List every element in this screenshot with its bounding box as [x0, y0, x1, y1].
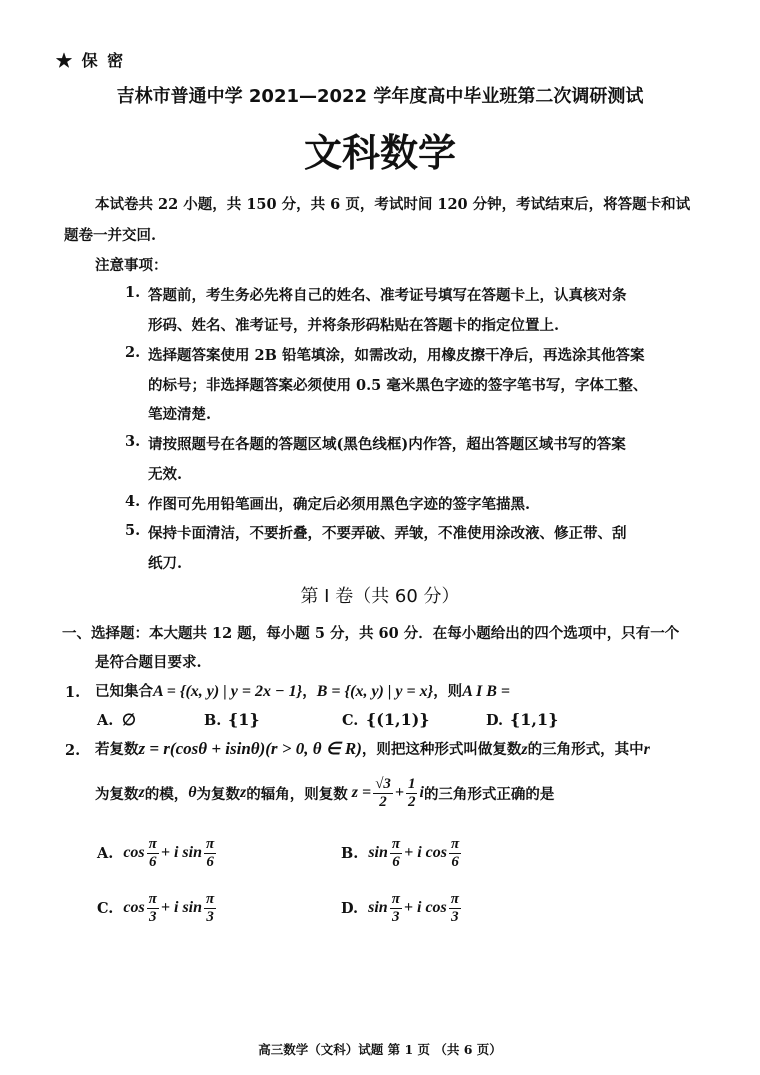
note-number: 2. — [125, 344, 141, 361]
subject-title: 文科数学 — [303, 131, 456, 175]
question-number: 2. — [65, 742, 81, 759]
note-line: 答题前，考生务必先将自己的姓名、准考证号填写在答题卡上，认真核对条 — [148, 287, 627, 304]
option-label: C. — [342, 712, 359, 729]
angle-fraction — [390, 891, 402, 925]
variable-theta: θ — [188, 784, 197, 801]
angle-fraction — [204, 836, 216, 870]
fraction-numerator: π — [450, 836, 460, 852]
variable-z: z — [138, 784, 145, 801]
q2-text: 为复数 — [196, 785, 241, 803]
fraction-denominator: 2 — [407, 793, 416, 810]
fraction-denominator: 6 — [392, 853, 400, 870]
fraction-numerator: π — [391, 836, 401, 852]
fraction-denominator: 3 — [451, 908, 459, 925]
q1-ask: ，则 — [433, 683, 463, 700]
fraction-denominator: 6 — [148, 853, 157, 870]
set-a-formula: A = {(x, y) | y = 2x − 1} — [153, 683, 303, 700]
angle-fraction — [449, 836, 461, 870]
q2-text: 的辐角，则复数 — [246, 785, 348, 803]
intro-line-2: 题卷一并交回. — [64, 227, 157, 244]
notes-title: 注意事项： — [95, 257, 168, 274]
trig-function: cos — [123, 899, 145, 916]
trig-function: + i cos — [404, 844, 447, 861]
q2-text: ，则把这种形式叫做复数 — [361, 741, 522, 758]
q1-prefix: 已知集合 — [95, 683, 153, 700]
option-a — [97, 836, 218, 870]
q2-text: 的三角形式，其中 — [527, 741, 644, 758]
variable-z: z — [240, 784, 247, 801]
fraction-denominator: 3 — [149, 908, 157, 925]
part1-instruction-cont: 是符合题目要求. — [95, 654, 202, 671]
note-number: 1. — [125, 284, 141, 301]
fraction-1-over-2 — [406, 776, 418, 810]
fraction-numerator: π — [206, 891, 215, 907]
angle-fraction — [204, 891, 216, 925]
intro-line-1: 本试卷共 22 小题，共 150 分，共 6 页，考试时间 120 分钟，考试结束后，将答题卡和试 — [95, 196, 691, 213]
note-line: 作图可先用铅笔画出，确定后必须用黑色字迹的签字笔描黑. — [148, 496, 531, 513]
intersection-expr: A I B = — [462, 683, 510, 700]
note-number: 4. — [125, 493, 141, 510]
angle-fraction — [449, 891, 461, 925]
trig-function: sin — [368, 844, 388, 861]
option-label: A. — [97, 844, 114, 862]
option-label: A. — [97, 712, 114, 729]
angle-fraction — [147, 836, 159, 870]
angle-fraction — [147, 891, 159, 925]
section-title: 第 I 卷（共 60 分） — [300, 586, 460, 607]
note-line: 纸刀. — [148, 555, 183, 572]
note-line: 选择题答案使用 2B 铅笔填涂，如需改动，用橡皮擦干净后，再选涂其他答案 — [148, 347, 645, 364]
note-number: 5. — [125, 522, 141, 539]
trig-form-formula: z = r(cosθ + isinθ)(r > 0, θ ∈ R) — [138, 739, 362, 758]
fraction-numerator: 1 — [407, 776, 416, 792]
fraction-sqrt3-over-2 — [373, 776, 393, 810]
z-equals: z = — [351, 784, 372, 801]
part1-instruction: 一、选择题：本大题共 12 题，每小题 5 分，共 60 分．在每小题给出的四个选项中，只有一个 — [62, 625, 680, 642]
fraction-numerator: π — [148, 891, 157, 907]
set-b-formula: B = {(x, y) | y = x} — [316, 683, 434, 700]
q2-text: 的模， — [144, 785, 189, 803]
option-c — [97, 891, 218, 925]
fraction-denominator: 6 — [206, 853, 214, 870]
question-2-stem — [95, 738, 650, 759]
note-line: 无效. — [148, 466, 183, 483]
fraction-numerator: π — [205, 836, 215, 852]
option-d — [341, 891, 463, 925]
q2-text: 为复数 — [95, 785, 139, 803]
note-line: 形码、姓名、准考证号，并将条形码粘贴在答题卡的指定位置上. — [148, 317, 560, 334]
option-label: D. — [486, 712, 504, 729]
trig-function: + i sin — [160, 844, 202, 861]
plus-sign: + — [394, 784, 404, 801]
trig-function: sin — [368, 899, 388, 916]
q2-text: 的三角形式正确的是 — [423, 785, 555, 803]
fraction-numerator: √3 — [375, 776, 391, 792]
question-number: 1. — [65, 684, 81, 701]
exam-title: 吉林市普通中学 2021—2022 学年度高中毕业班第二次调研测试 — [116, 86, 644, 107]
option-value: {(1,1)} — [366, 710, 430, 729]
q1-comma: ， — [302, 683, 317, 700]
trig-function: cos — [123, 844, 145, 861]
note-line: 请按照题号在各题的答题区域(黑色线框)内作答，超出答题区域书写的答案 — [148, 436, 626, 453]
variable-r: r — [643, 741, 650, 758]
fraction-denominator: 2 — [379, 793, 387, 810]
option-value: {1,1} — [510, 710, 559, 729]
q2-prefix: 若复数 — [95, 741, 139, 758]
option-label: C. — [97, 899, 114, 917]
note-line: 保持卡面清洁，不要折叠，不要弄破、弄皱，不准使用涂改液、修正带、刮 — [148, 525, 627, 542]
option-label: B. — [204, 712, 222, 729]
trig-function: + i cos — [403, 899, 447, 916]
fraction-denominator: 3 — [392, 908, 400, 925]
option-value: ∅ — [122, 710, 136, 729]
option-value: {1} — [228, 710, 260, 729]
page-footer: 高三数学（文科）试题 第 1 页 （共 6 页） — [258, 1042, 502, 1057]
fraction-denominator: 6 — [451, 853, 459, 870]
imaginary-unit: i — [419, 784, 424, 801]
fraction-numerator: π — [391, 891, 400, 907]
fraction-numerator: π — [450, 891, 459, 907]
trig-function: + i sin — [160, 899, 203, 916]
angle-fraction — [390, 836, 402, 870]
fraction-numerator: π — [148, 836, 157, 852]
note-line: 的标号；非选择题答案必须使用 0.5 毫米黑色字迹的签字笔书写，字体工整、 — [148, 377, 648, 394]
note-line: 笔迹清楚. — [148, 406, 212, 423]
note-number: 3. — [125, 433, 141, 450]
question-1-stem — [95, 680, 510, 701]
question-2-stem-line-2 — [95, 776, 554, 810]
confidential-mark: ★ 保 密 — [56, 51, 126, 70]
option-b — [341, 836, 463, 870]
fraction-denominator: 3 — [206, 908, 214, 925]
variable-z: z — [521, 741, 528, 758]
option-label: B. — [341, 844, 359, 862]
option-label: D. — [341, 899, 359, 917]
